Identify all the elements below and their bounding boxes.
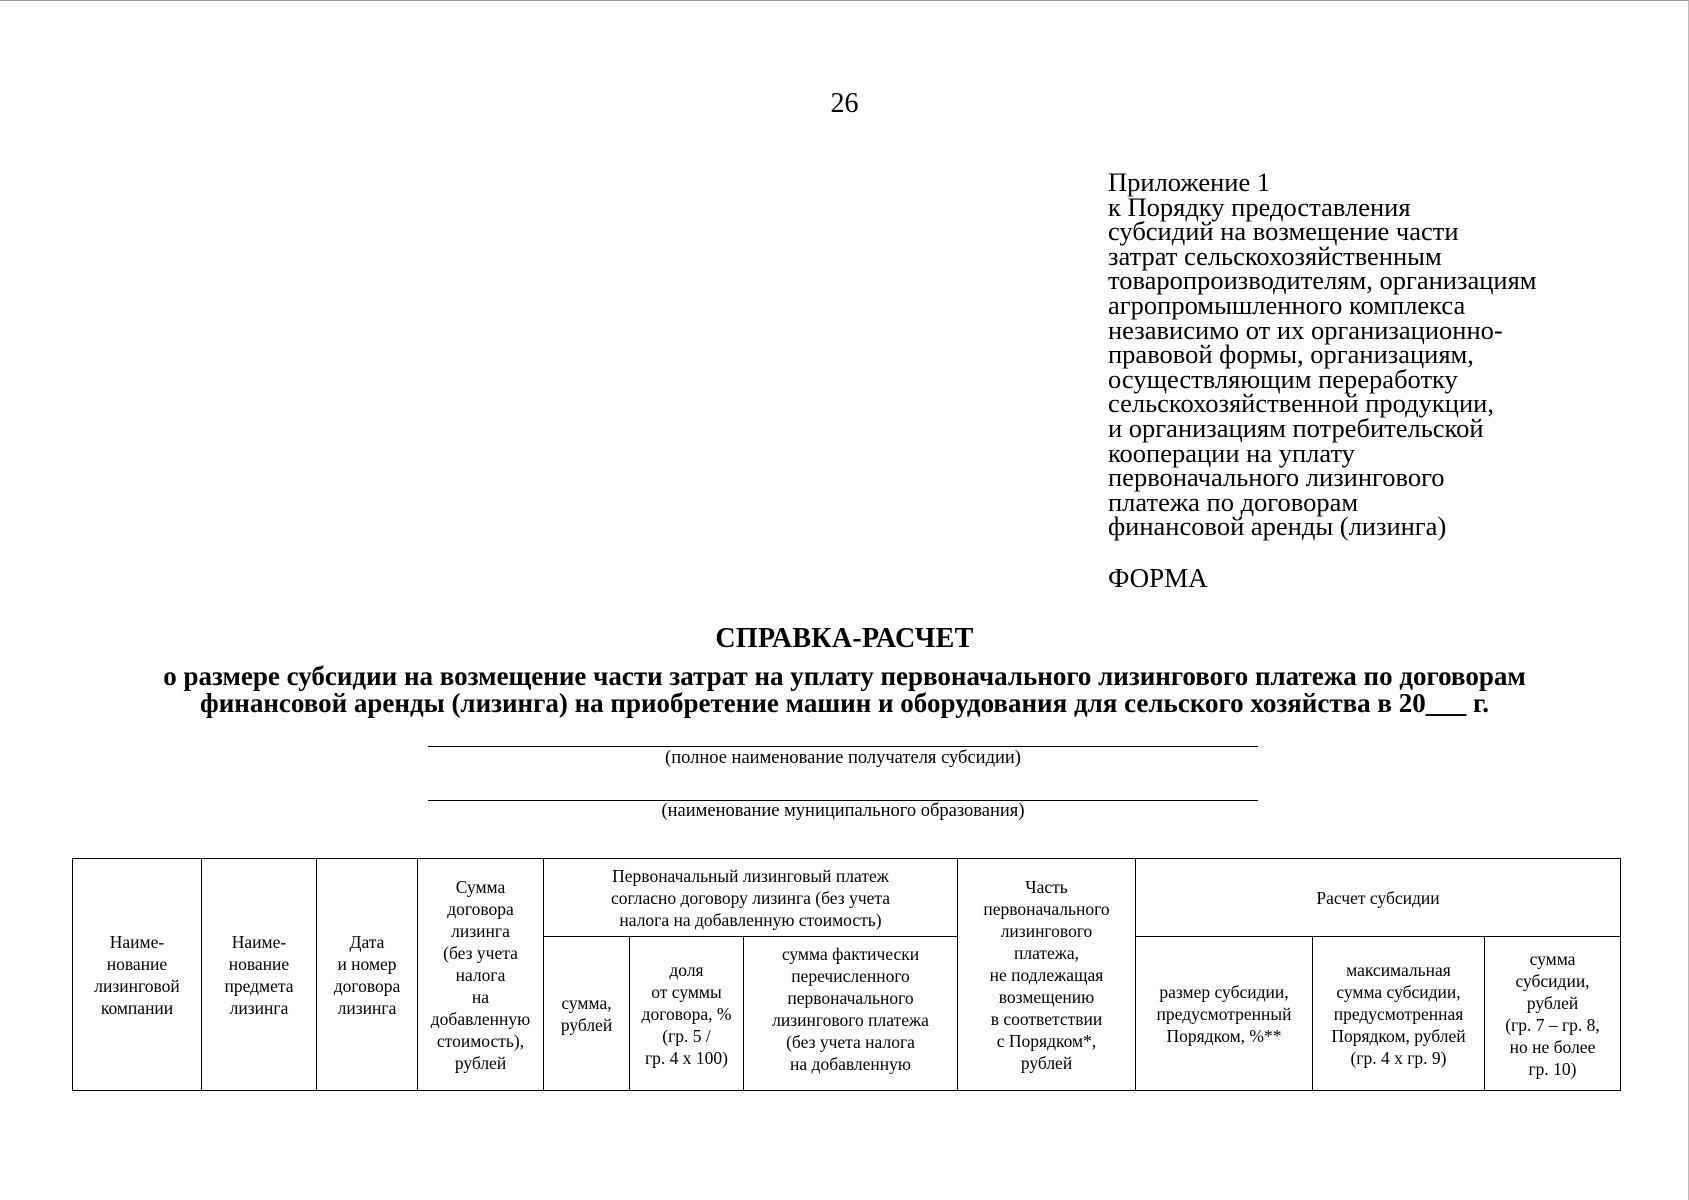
header-contract-sum: Сумма договора лизинга (без учета налога на добавленную стоимость), рублей	[418, 859, 544, 1091]
appendix-line: и организациям потребительской	[1108, 412, 1484, 443]
header-leasing-subject: Наиме- нование предмета лизинга	[202, 859, 317, 1091]
document-title: СПРАВКА-РАСЧЕТ	[715, 623, 974, 654]
municipality-name-caption: (наименование муниципального образования)	[661, 801, 1025, 821]
appendix-title: Приложение 1	[1108, 167, 1271, 197]
appendix-line: независимо от их организационно-	[1108, 314, 1503, 345]
header-non-refundable-part: Часть первоначального лизингового платежа, не подлежащая возмещению в соответствии с Порядком*, рублей	[958, 859, 1136, 1091]
appendix-line: затрат сельскохозяйственным	[1108, 240, 1442, 271]
forma-label: ФОРМА	[1108, 563, 1208, 593]
appendix-line: осуществляющим переработку	[1108, 363, 1458, 394]
subtitle-line: о размере субсидии на возмещение части затрат на уплату первоначального лизингового платежа по договорам	[163, 661, 1526, 691]
appendix-line: к Порядку предоставления	[1108, 191, 1411, 222]
header-payment-share: доля от суммы договора, % (гр. 5 / гр. 4 x 100)	[630, 937, 744, 1091]
header-max-subsidy: максимальная сумма субсидии, предусмотренная Порядком, рублей (гр. 4 x гр. 9)	[1313, 937, 1485, 1091]
header-leasing-company: Наиме- нование лизинговой компании	[73, 859, 202, 1091]
header-payment-sum: сумма, рублей	[544, 937, 630, 1091]
header-payment-actual: сумма фактически перечисленного первоначального лизингового платежа (без учета налога на добавленную	[744, 937, 958, 1091]
header-subsidy-sum: сумма субсидии, рублей (гр. 7 – гр. 8, но не более гр. 10)	[1485, 937, 1621, 1091]
recipient-name-caption: (полное наименование получателя субсидии)	[665, 748, 1021, 768]
appendix-line: платежа по договорам	[1108, 486, 1359, 517]
header-subsidy-calculation-group: Расчет субсидии	[1136, 859, 1621, 937]
header-subsidy-rate: размер субсидии, предусмотренный Порядком, %**	[1136, 937, 1313, 1091]
appendix-line: первоначального лизингового	[1108, 462, 1445, 493]
subtitle-line: финансовой аренды (лизинга) на приобретение машин и оборудования для сельского хозяйства в 20___ г.	[200, 688, 1489, 718]
header-contract-date-number: Дата и номер договора лизинга	[317, 859, 418, 1091]
appendix-line: кооперации на уплату	[1108, 437, 1355, 468]
appendix-line: агропромышленного комплекса	[1108, 289, 1466, 320]
page-number: 26	[830, 88, 859, 119]
header-initial-payment-group: Первоначальный лизинговый платеж согласно договору лизинга (без учета налога на добавленную стоимость)	[544, 859, 958, 937]
appendix-line: финансовой аренды (лизинга)	[1108, 511, 1447, 542]
appendix-line: сельскохозяйственной продукции,	[1108, 388, 1494, 419]
appendix-line: товаропроизводителям, организациям	[1108, 265, 1537, 296]
appendix-line: субсидий на возмещение части	[1108, 216, 1459, 247]
appendix-line: правовой формы, организациям,	[1108, 339, 1474, 370]
